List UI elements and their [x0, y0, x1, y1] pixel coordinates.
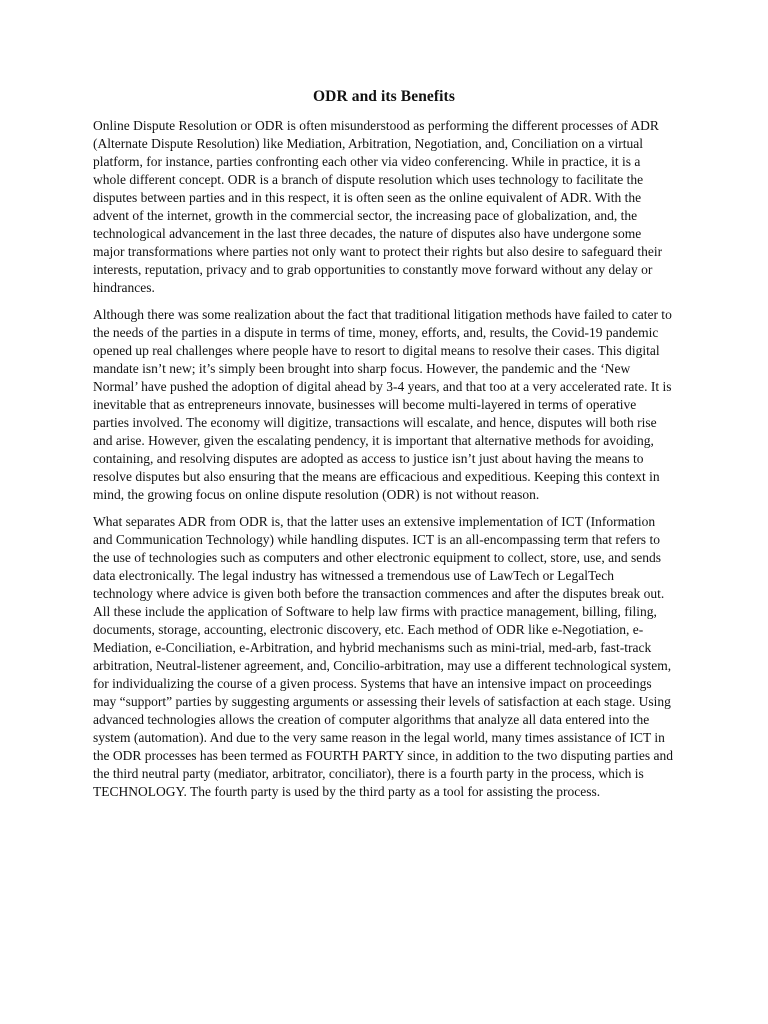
paragraph-2: Although there was some realization about the fact that traditional litigation methods have failed to cater to the needs of the parties in a dispute in terms of time, money, efforts, and, results, the Covid-19 pandemic opened up real challenges where people have to resort to digital means to resolve their cases. This digital mandate isn’t new; it’s simply been brought into sharp focus. However, the pandemic and the ‘New Normal’ have pushed the adoption of digital ahead by 3-4 years, and that too at a very accelerated rate. It is inevitable that as entrepreneurs innovate, businesses will become multi-layered in terms of operative parties involved. The economy will digitize, transactions will escalate, and hence, disputes will both rise and arise. However, given the escalating pendency, it is important that alternative methods for avoiding, containing, and resolving disputes are adopted as access to justice isn’t just about having the means to resolve disputes but also ensuring that the means are efficacious and expeditious. Keeping this context in mind, the growing focus on online dispute resolution (ODR) is not without reason.: [93, 307, 672, 502]
paragraph-3: What separates ADR from ODR is, that the latter uses an extensive implementation of ICT (Information and Communication Technology) while handling disputes. ICT is an all-encompassing term that refers to the use of technologies such as computers and other electronic equipment to collect, store, use, and sends data electronically. The legal industry has witnessed a tremendous use of LawTech or LegalTech technology where advice is given both before the transaction commences and after the disputes break out. All these include the application of Software to help law firms with practice management, billing, filing, documents, storage, accounting, electronic discovery, etc. Each method of ODR like e-Negotiation, e-Mediation, e-Conciliation, e-Arbitration, and hybrid mechanisms such as mini-trial, med-arb, fast-track arbitration, Neutral-listener agreement, and, Concilio-arbitration, may use a different technological system, for individualizing the course of a given process. Systems that have an intensive impact on proceedings may “support” parties by suggesting arguments or assessing their levels of satisfaction at each stage. Using advanced technologies allows the creation of computer algorithms that analyze all data entered into the system (automation). And due to the very same reason in the legal world, many times assistance of ICT in the ODR processes has been termed as FOURTH PARTY since, in addition to the two disputing parties and the third neutral party (mediator, arbitrator, conciliator), there is a fourth party in the process, which is TECHNOLOGY. The fourth party is used by the third party as a tool for assisting the process.: [93, 514, 674, 799]
paragraph-1: Online Dispute Resolution or ODR is often misunderstood as performing the different processes of ADR (Alternate Dispute Resolution) like Mediation, Arbitration, Negotiation, and, Conciliation on a virtual platform, for instance, parties confronting each other via video conferencing. While in practice, it is a whole different concept. ODR is a branch of dispute resolution which uses technology to facilitate the disputes between parties and in this respect, it is often seen as the online equivalent of ADR. With the advent of the internet, growth in the commercial sector, the increasing pace of globalization, and, the technological advancement in the last three decades, the nature of disputes also have undergone some major transformations where parties not only want to protect their rights but also desire to safeguard their interests, reputation, privacy and to grab opportunities to constantly move forward without any delay or hindrances.: [93, 118, 663, 295]
document-title: ODR and its Benefits: [313, 88, 455, 105]
document-body: [93, 86, 675, 810]
